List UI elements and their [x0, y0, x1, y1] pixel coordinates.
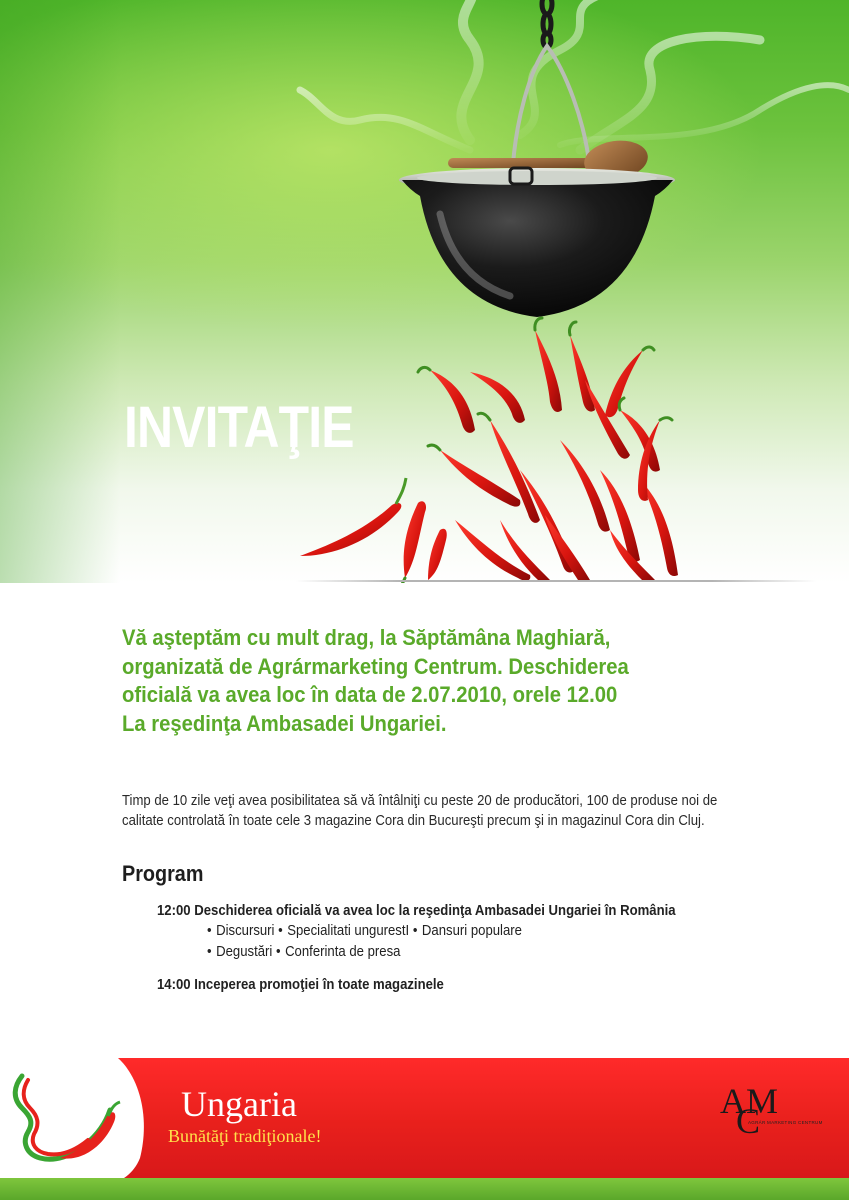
hero-banner	[0, 0, 849, 583]
footer-pepper-emblem	[0, 1058, 150, 1178]
chili-peppers	[300, 330, 678, 581]
bullet: •	[278, 923, 283, 939]
intro-line: La reşedinţa Ambasadei Ungariei.	[122, 710, 447, 736]
chain	[542, 0, 552, 47]
program-sublist-row-2	[207, 944, 400, 960]
brand-tagline: Bunătăţi tradiţionale!	[168, 1126, 322, 1146]
bullet: •	[412, 923, 418, 939]
logo-letter-m: M	[746, 1081, 779, 1121]
program-event-promotion: 14:00 Inceperea promoţiei în toate magazinele	[157, 977, 444, 993]
program-heading: Program	[122, 861, 204, 886]
amc-logo	[712, 1078, 823, 1141]
program-item: Specialitati ungurestI	[287, 923, 410, 939]
program-item: Degustări	[216, 944, 273, 960]
bullet: •	[275, 944, 281, 960]
bullet: •	[207, 923, 212, 939]
program-item: Conferinta de presa	[285, 944, 401, 960]
brand-name: Ungaria	[181, 1084, 297, 1124]
steam	[300, 0, 849, 150]
intro-line: organizată de Agrármarketing Centrum. Deschiderea	[122, 653, 629, 679]
logo-letter-c: C	[736, 1101, 761, 1141]
cauldron	[399, 168, 675, 317]
program-event-opening: 12:00 Deschiderea oficială va avea loc la reşedinţa Ambasadei Ungariei în România	[157, 903, 676, 919]
footer-green-strip	[0, 1178, 849, 1200]
intro-headline	[122, 624, 680, 738]
intro-line: Vă aşteptăm cu mult drag, la Săptămâna Maghiară,	[122, 625, 611, 650]
page-title: INVITAŢIE	[124, 395, 354, 460]
logo-subtitle: AGRÁR MARKETING CENTRUM	[748, 1120, 823, 1125]
hero-divider	[296, 580, 816, 582]
paragraph-line: calitate controlată în toate cele 3 magazine Cora din Bucureşti precum şi in magazinul Cora din Cluj.	[122, 813, 705, 829]
intro-line: oficială va avea loc în data de 2.07.2010, orele 12.00	[122, 682, 618, 707]
description-paragraph	[122, 791, 752, 831]
paragraph-line: Timp de 10 zile veţi avea posibilitatea să vă întâlniţi cu peste 20 de producători, 100 de produse noi de	[122, 793, 718, 809]
logo-letter-a: A	[720, 1081, 746, 1121]
hero-illustration	[0, 0, 849, 583]
bullet: •	[207, 944, 212, 960]
program-sublist-row-1	[207, 923, 522, 939]
program-item: Dansuri populare	[421, 923, 522, 939]
program-item: Discursuri	[216, 923, 275, 939]
